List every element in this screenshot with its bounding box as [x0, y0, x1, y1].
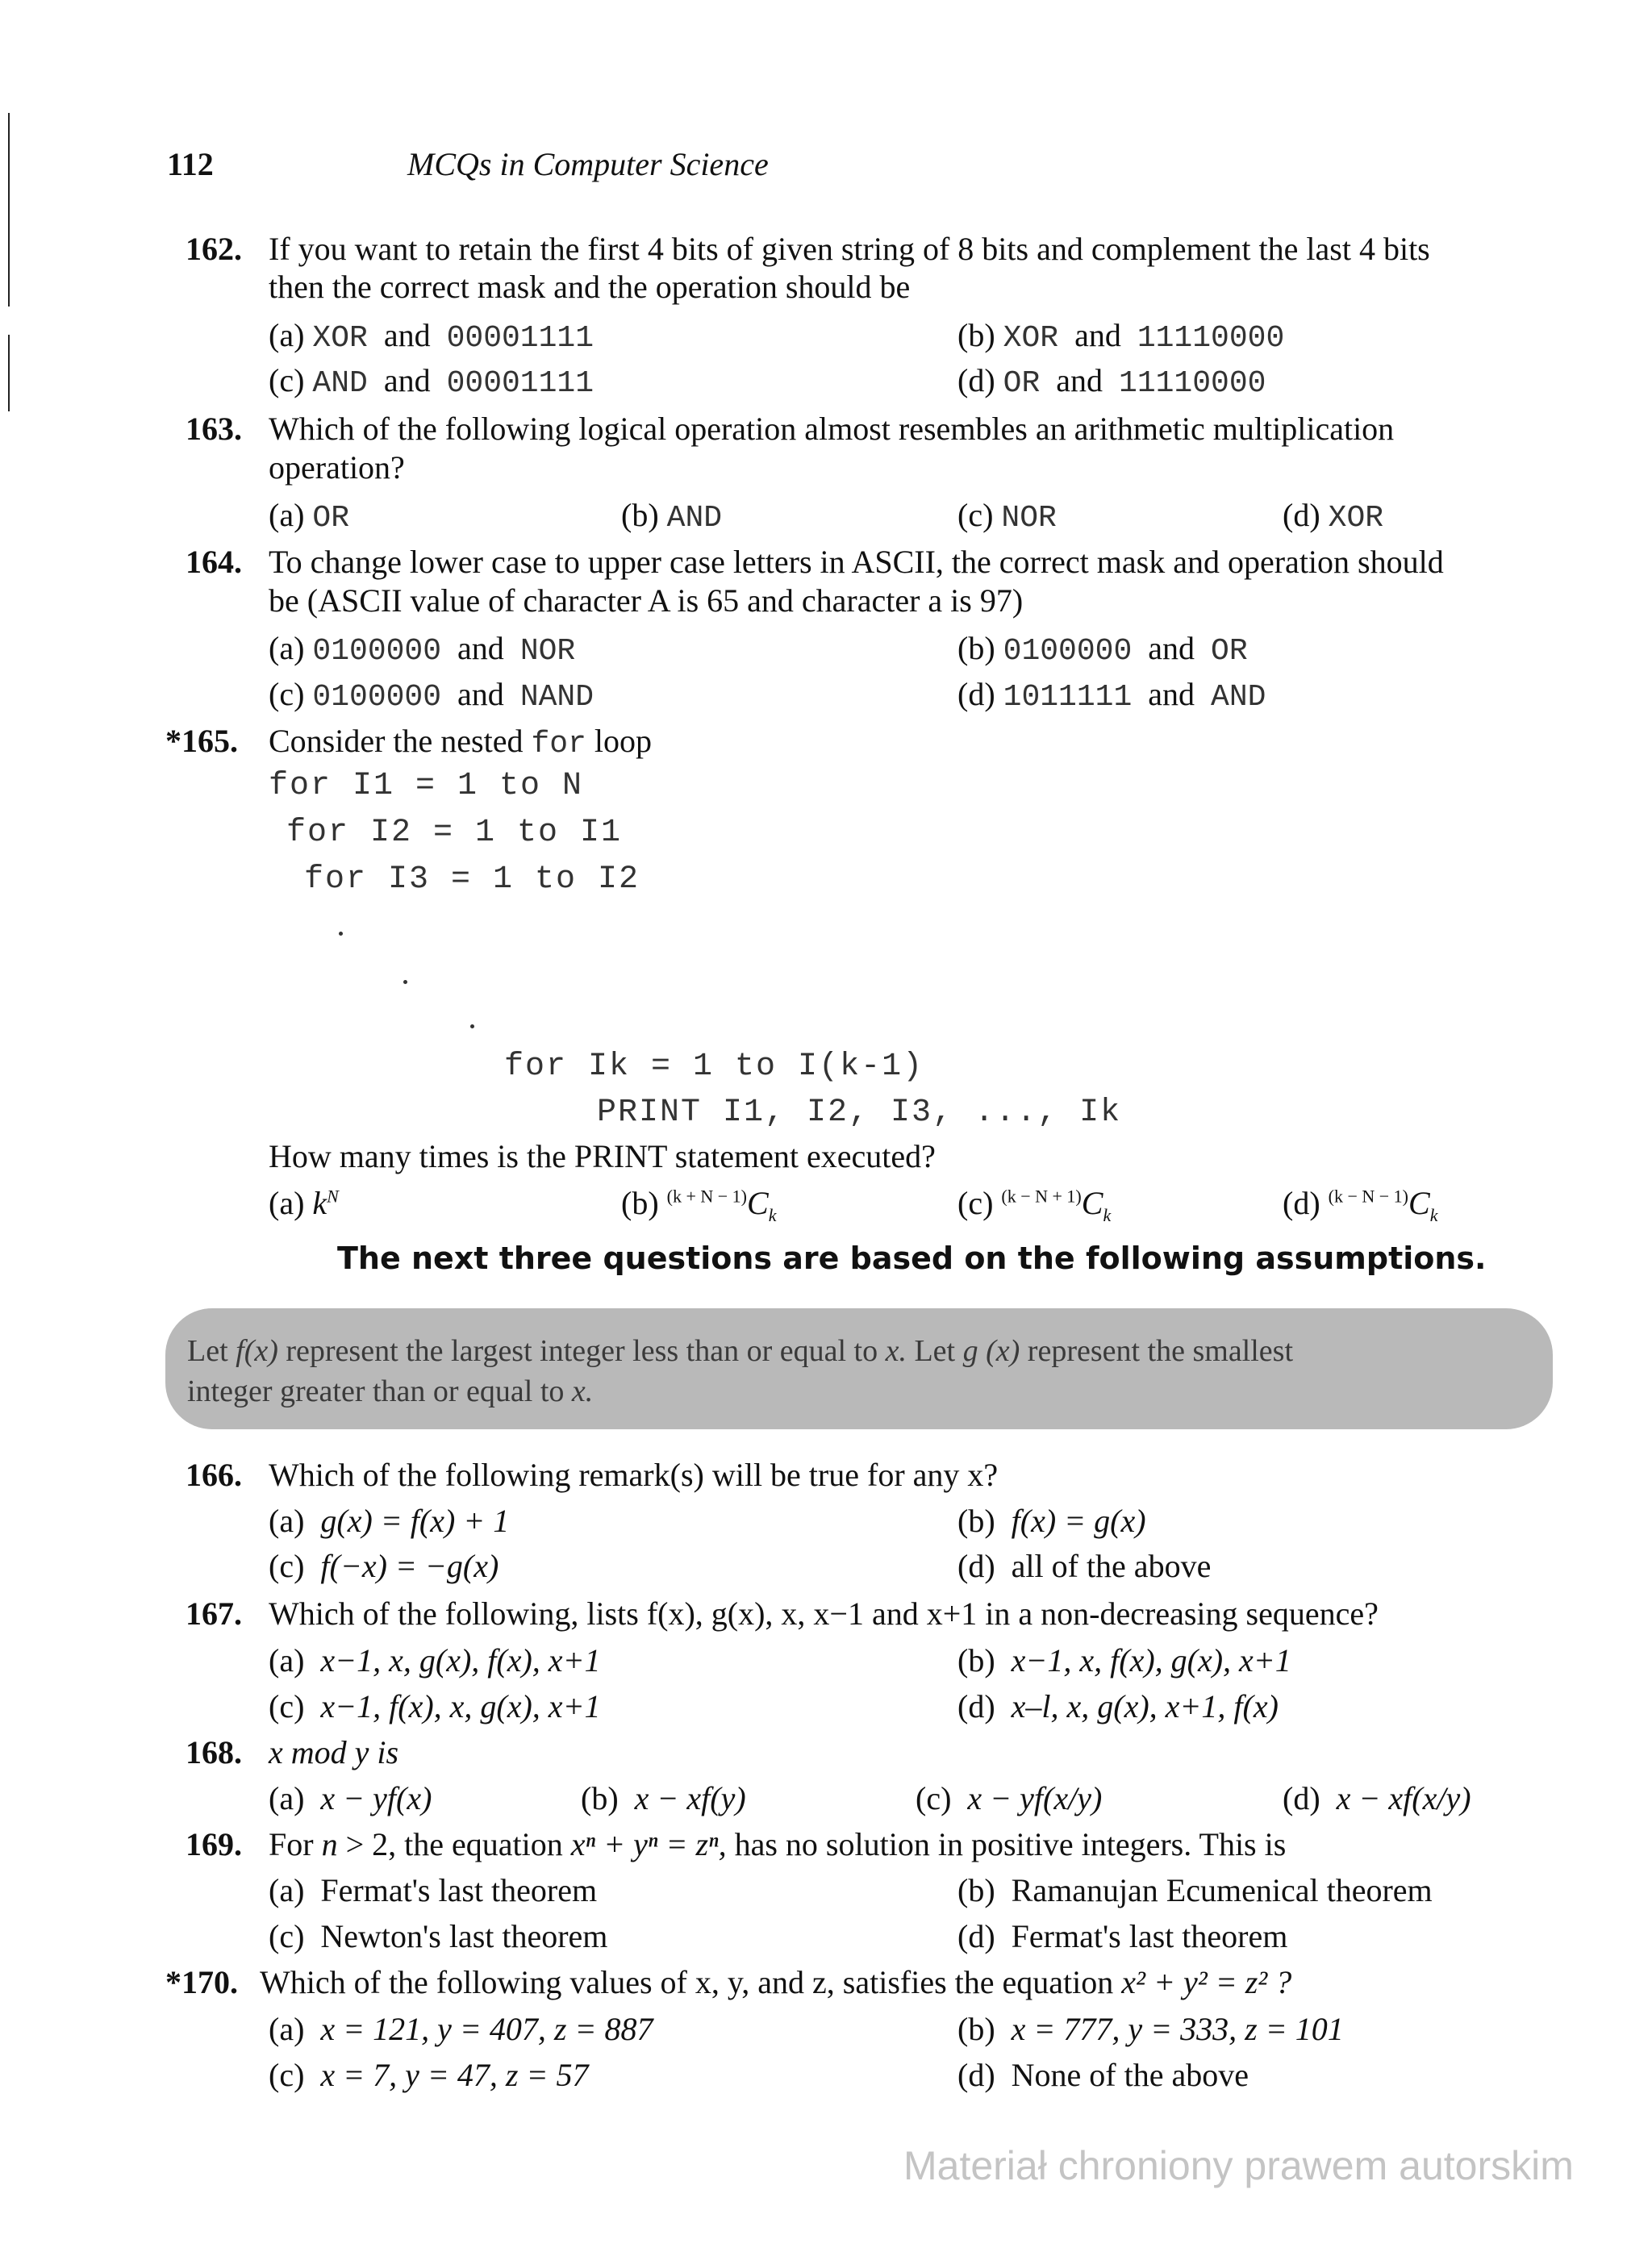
- question-text: Which of the following values of x, y, and z, satisfies the equation x² + y² = z² ?: [260, 1964, 1292, 2000]
- question-text: If you want to retain the first 4 bits of given string of 8 bits and complement the last 4 bits: [269, 231, 1430, 267]
- option-d: (d) x–l, x, g(x), x+1, f(x): [957, 1688, 1279, 1724]
- option-a: (a) 0100000 and NOR: [269, 630, 576, 669]
- question-number: *170.: [165, 1964, 238, 2000]
- question-number: 162.: [186, 231, 242, 267]
- option-d: (d) OR and 11110000: [957, 362, 1266, 401]
- option-c: (c) NOR: [957, 497, 1057, 536]
- assumption-text: Let f(x) represent the largest integer less than or equal to x. Let g (x) represent the smallest: [187, 1334, 1294, 1368]
- option-b: (b) $^{(k + N - 1)}C_k$: [621, 1185, 777, 1225]
- question-number: 163.: [186, 411, 242, 447]
- question-text: then the correct mask and the operation should be: [269, 269, 911, 305]
- option-b: (b) XOR and 11110000: [957, 317, 1285, 356]
- option-c: (c) Newton's last theorem: [269, 1918, 608, 1954]
- option-c: (c) x − yf(x/y): [916, 1780, 1103, 1816]
- question-number: *165.: [165, 723, 238, 759]
- question-number: 168.: [186, 1734, 242, 1770]
- code-line: PRINT I1, I2, I3, ..., Ik: [597, 1095, 1122, 1131]
- option-a: (a) OR: [269, 497, 350, 536]
- question-text: Which of the following remark(s) will be true for any x?: [269, 1457, 999, 1493]
- question-number: 167.: [186, 1595, 242, 1632]
- option-a: (a) XOR and 00001111: [269, 317, 594, 356]
- option-d: (d) Fermat's last theorem: [957, 1918, 1288, 1954]
- option-a: (a) g(x) = f(x) + 1: [269, 1503, 510, 1539]
- assumption-box: [165, 1308, 1553, 1429]
- option-b: (b) x−1, x, f(x), g(x), x+1: [957, 1642, 1291, 1679]
- option-a: (a) x = 121, y = 407, z = 887: [269, 2011, 653, 2047]
- option-d: (d) None of the above: [957, 2057, 1249, 2093]
- question-number: 169.: [186, 1826, 242, 1862]
- ellipsis-dot: [403, 980, 407, 984]
- option-d: (d) x − xf(x/y): [1283, 1780, 1471, 1816]
- option-b: (b) AND: [621, 497, 723, 536]
- option-c: (c) $^{(k - N + 1)}C_k$: [957, 1185, 1112, 1225]
- option-a: (a) Fermat's last theorem: [269, 1872, 598, 1908]
- question-text: be (ASCII value of character A is 65 and character a is 97): [269, 582, 1024, 619]
- option-c: (c) x = 7, y = 47, z = 57: [269, 2057, 589, 2093]
- ellipsis-dot: [470, 1024, 474, 1028]
- option-c: (c) x−1, f(x), x, g(x), x+1: [269, 1688, 601, 1724]
- option-b: (b) x − xf(y): [581, 1780, 746, 1816]
- question-text: How many times is the PRINT statement executed?: [269, 1138, 936, 1174]
- question-text: x mod y is: [269, 1734, 399, 1770]
- question-text: Which of the following logical operation almost resembles an arithmetic multiplication: [269, 411, 1395, 447]
- code-line: for I1 = 1 to N: [269, 768, 584, 804]
- option-a: (a) x−1, x, g(x), f(x), x+1: [269, 1642, 601, 1679]
- copyright-watermark: Materiał chroniony prawem autorskim: [903, 2143, 1574, 2188]
- option-d: (d) XOR: [1283, 497, 1384, 536]
- question-text: Which of the following, lists f(x), g(x), x, x−1 and x+1 in a non-decreasing sequence?: [269, 1595, 1379, 1632]
- code-line: for I2 = 1 to I1: [286, 815, 623, 851]
- option-b: (b) f(x) = g(x): [957, 1503, 1146, 1539]
- option-c: (c) f(−x) = −g(x): [269, 1548, 499, 1584]
- option-c: (c) AND and 00001111: [269, 362, 594, 401]
- question-number: 164.: [186, 544, 242, 580]
- option-b: (b) Ramanujan Ecumenical theorem: [957, 1872, 1433, 1908]
- running-title: MCQs in Computer Science: [407, 146, 769, 182]
- scan-margin-line: [8, 113, 10, 307]
- question-text: To change lower case to upper case letters in ASCII, the correct mask and operation should: [269, 544, 1444, 580]
- ellipsis-dot: [339, 932, 343, 936]
- option-d: (d) $^{(k - N - 1)}C_k$: [1283, 1185, 1438, 1225]
- option-d: (d) 1011111 and AND: [957, 676, 1266, 715]
- question-text: For n > 2, the equation xⁿ + yⁿ = zⁿ, has no solution in positive integers. This is: [269, 1826, 1287, 1862]
- section-heading: The next three questions are based on the following assumptions.: [337, 1241, 1487, 1276]
- option-b: (b) 0100000 and OR: [957, 630, 1248, 669]
- question-text: operation?: [269, 449, 405, 486]
- code-line: for I3 = 1 to I2: [304, 861, 640, 898]
- question-text: Consider the nested for loop: [269, 723, 653, 761]
- option-d: (d) all of the above: [957, 1548, 1212, 1584]
- option-a: (a) $k^N$: [269, 1185, 339, 1221]
- assumption-text: integer greater than or equal to x.: [187, 1374, 594, 1408]
- question-number: 166.: [186, 1457, 242, 1493]
- code-line: for Ik = 1 to I(k-1): [504, 1049, 924, 1085]
- option-b: (b) x = 777, y = 333, z = 101: [957, 2011, 1344, 2047]
- option-c: (c) 0100000 and NAND: [269, 676, 594, 715]
- option-a: (a) x − yf(x): [269, 1780, 432, 1816]
- scan-margin-line: [8, 335, 10, 411]
- page-number: 112: [167, 146, 214, 182]
